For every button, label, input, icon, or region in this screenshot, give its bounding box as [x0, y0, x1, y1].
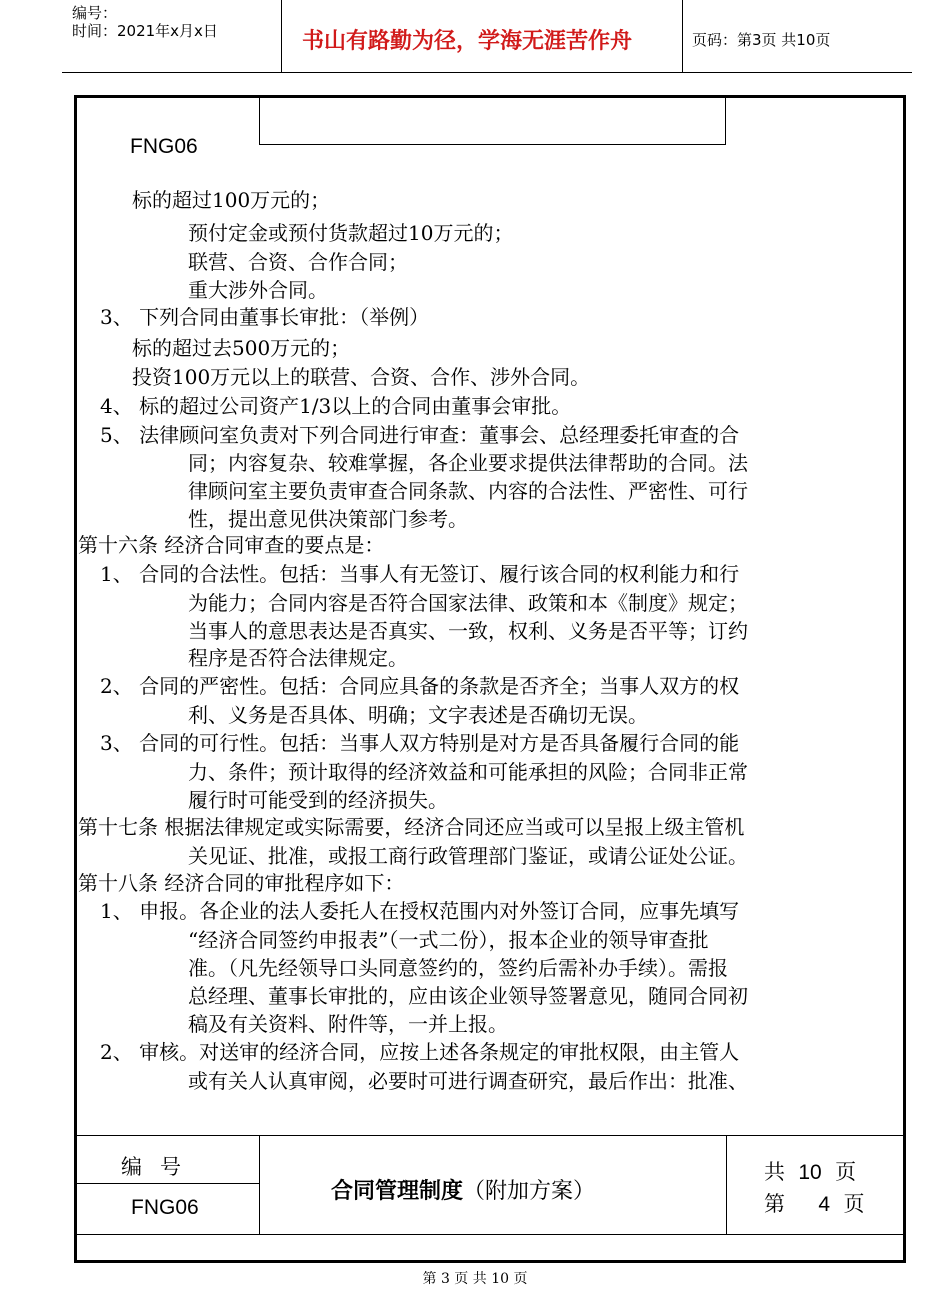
footer-title-rest: （附加方案） — [463, 1179, 596, 1204]
total-prefix: 共 — [764, 1160, 785, 1184]
body-line: 利、义务是否具体、明确；文字表述是否确切无误。 — [188, 703, 648, 727]
body-line: 同；内容复杂、较难掌握，各企业要求提供法律帮助的合同。法 — [188, 451, 748, 475]
body-line: 准。（凡先经领导口头同意签约的，签约后需补办手续）。需报 — [188, 956, 728, 980]
footer-divider — [726, 1136, 727, 1234]
total-num: 10 — [798, 1161, 822, 1184]
body-line: 1、 合同的合法性。包括：当事人有无签订、履行该合同的权利能力和行 — [100, 562, 740, 586]
current-num: 4 — [818, 1193, 831, 1216]
footer-title-bold: 合同管理制度 — [331, 1179, 464, 1204]
page-footer: 第 3 页 共 10 页 — [422, 1271, 528, 1287]
body-line: 5、 法律顾问室负责对下列合同进行审查：董事会、总经理委托审查的合 — [100, 423, 740, 447]
body-line: 标的超过去500万元的； — [132, 336, 351, 360]
body-line: 2、 合同的严密性。包括：合同应具备的条款是否齐全；当事人双方的权 — [100, 674, 740, 698]
header-meta — [72, 4, 218, 40]
article-heading: 第十七条 根据法律规定或实际需要，经济合同还应当或可以呈报上级主管机 — [78, 815, 745, 839]
body-line: 当事人的意思表达是否真实、一致，权利、义务是否平等；订约 — [188, 619, 748, 643]
footer-title — [331, 1174, 595, 1205]
body-line: 为能力；合同内容是否符合国家法律、政策和本《制度》规定； — [188, 591, 748, 615]
body-line: 重大涉外合同。 — [188, 278, 328, 302]
footer-number-label: 编号 — [121, 1155, 199, 1179]
body-line: “经济合同签约申报表”（一式二份），报本企业的领导审查批 — [188, 928, 709, 952]
body-line: 性，提出意见供决策部门参考。 — [188, 507, 468, 531]
body-line: 联营、合资、合作合同； — [188, 250, 408, 274]
body-line: 预付定金或预付货款超过10万元的； — [188, 221, 514, 245]
header-motto-cell — [281, 0, 683, 72]
document-code: FNG06 — [130, 135, 198, 158]
page-header — [62, 0, 912, 73]
body-line: 3、 合同的可行性。包括：当事人双方特别是对方是否具备履行合同的能 — [100, 731, 740, 755]
body-line: 稿及有关资料、附件等，一并上报。 — [188, 1012, 508, 1036]
current-suffix: 页 — [843, 1192, 865, 1216]
footer-divider — [76, 1183, 259, 1184]
header-motto: 书山有路勤为径，学海无涯苦作舟 — [302, 29, 633, 54]
footer-table — [76, 1135, 905, 1235]
header-page-info: 页码：第3页 共10页 — [692, 31, 831, 49]
body-line: 1、 申报。各企业的法人委托人在授权范围内对外签订合同，应事先填写 — [100, 899, 740, 923]
total-suffix: 页 — [835, 1160, 857, 1184]
body-line: 关见证、批准，或报工商行政管理部门鉴证，或请公证处公证。 — [188, 844, 748, 868]
footer-code: FNG06 — [131, 1196, 199, 1219]
header-time: 时间：2021年x月x日 — [72, 22, 218, 40]
body-line: 程序是否符合法律规定。 — [188, 646, 408, 670]
header-id-label: 编号： — [72, 4, 118, 22]
body-line: 律顾问室主要负责审查合同条款、内容的合法性、严密性、可行 — [188, 479, 748, 503]
body-line: 或有关人认真审阅，必要时可进行调查研究，最后作出：批准、 — [188, 1069, 748, 1093]
body-line: 4、 标的超过公司资产1/3以上的合同由董事会审批。 — [100, 394, 572, 418]
body-line: 力、条件；预计取得的经济效益和可能承担的风险；合同非正常 — [188, 760, 748, 784]
footer-total-pages — [764, 1156, 856, 1186]
article-heading: 第十六条 经济合同审查的要点是： — [78, 533, 385, 557]
body-line: 标的超过100万元的； — [132, 188, 331, 212]
body-line: 2、 审核。对送审的经济合同，应按上述各条规定的审批权限，由主管人 — [100, 1040, 740, 1064]
body-line: 3、 下列合同由董事长审批：（举例） — [100, 305, 430, 329]
footer-divider — [259, 1136, 260, 1234]
body-line: 总经理、董事长审批的，应由该企业领导签署意见，随同合同初 — [188, 984, 748, 1008]
body-line: 履行时可能受到的经济损失。 — [188, 788, 448, 812]
article-heading: 第十八条 经济合同的审批程序如下： — [78, 871, 405, 895]
current-prefix: 第 — [764, 1192, 785, 1216]
top-title-box — [259, 95, 726, 145]
body-line: 投资100万元以上的联营、合资、合作、涉外合同。 — [132, 365, 591, 389]
footer-current-page — [764, 1188, 864, 1218]
